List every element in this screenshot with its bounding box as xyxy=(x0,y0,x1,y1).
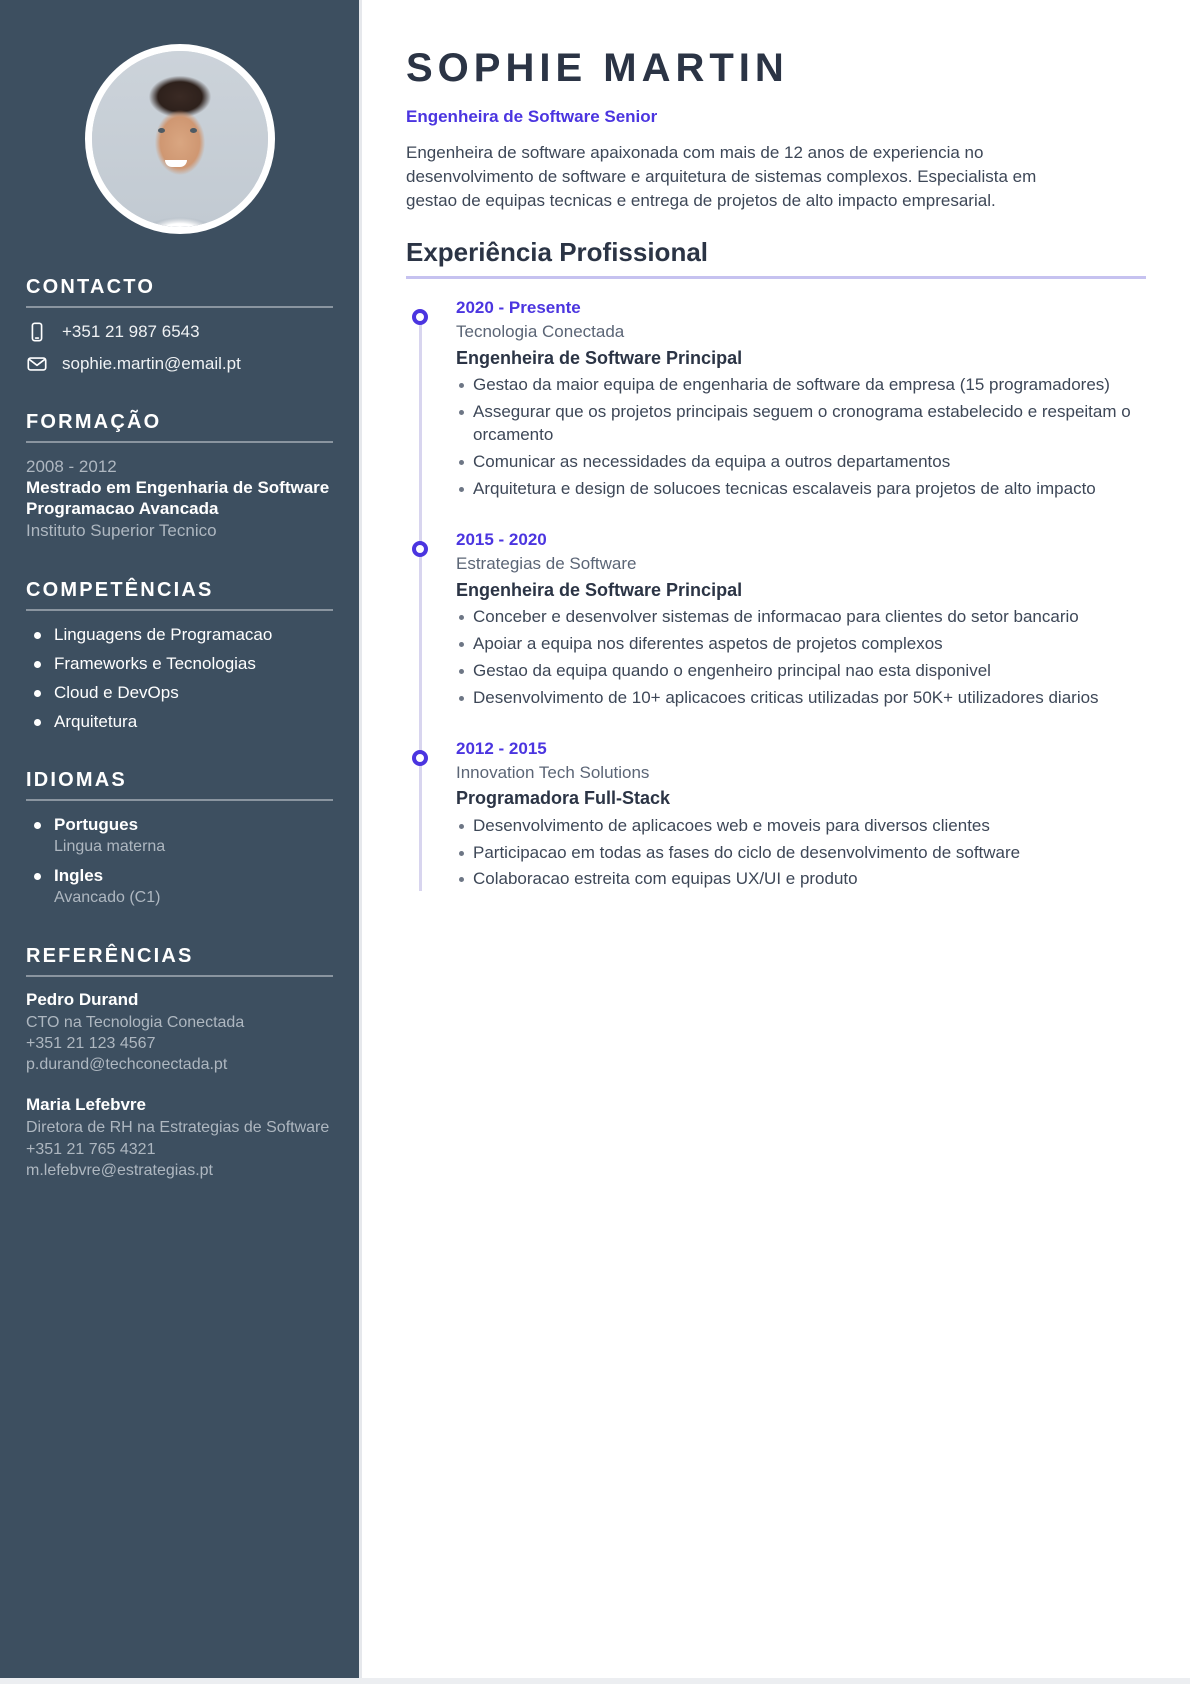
list-item: Assegurar que os projetos principais seguem o cronograma estabelecido e respeitam o orcamento xyxy=(456,401,1146,447)
page-title: SOPHIE MARTIN xyxy=(406,46,789,90)
experience-bullets xyxy=(456,606,1146,710)
list-item: Gestao da maior equipa de engenharia de software da empresa (15 programadores) xyxy=(456,374,1146,397)
list-item: Colaboracao estreita com equipas UX/UI e produto xyxy=(456,868,1146,891)
education-section xyxy=(26,411,333,543)
reference-item xyxy=(26,990,333,1076)
list-item: Desenvolvimento de 10+ aplicacoes criticas utilizadas por 50K+ utilizadores diarios xyxy=(456,687,1146,710)
contact-email-row[interactable] xyxy=(26,353,333,375)
timeline-dot-icon xyxy=(412,750,428,766)
education-school: Instituto Superior Tecnico xyxy=(26,520,217,540)
experience-date: 2020 - Presente xyxy=(456,298,581,318)
skills-section xyxy=(26,579,333,733)
list-item: Conceber e desenvolver sistemas de informacao para clientes do setor bancario xyxy=(456,606,1146,629)
experience-role: Engenheira de Software Principal xyxy=(456,579,743,600)
experience-company: Estrategias de Software xyxy=(456,553,637,573)
experience-bullets xyxy=(456,815,1146,892)
avatar-mouth xyxy=(165,160,187,167)
education-degree: Mestrado em Engenharia de Software Programacao Avancada xyxy=(26,478,330,518)
experience-role: Engenheira de Software Principal xyxy=(456,348,743,369)
reference-item xyxy=(26,1095,333,1181)
experience-date: 2012 - 2015 xyxy=(456,738,547,758)
list-item: Desenvolvimento de aplicacoes web e moveis para diversos clientes xyxy=(456,815,1146,838)
experience-section-title: Experiência Profissional xyxy=(406,237,1146,279)
envelope-icon xyxy=(26,353,48,375)
avatar-eye-right xyxy=(190,128,197,133)
experience-company: Tecnologia Conectada xyxy=(456,322,625,342)
list-item: Arquitetura xyxy=(26,711,333,733)
languages-section xyxy=(26,769,333,909)
timeline-dot-icon xyxy=(412,541,428,557)
list-item: Apoiar a equipa nos diferentes aspetos de projetos complexos xyxy=(456,633,1146,656)
list-item: Frameworks e Tecnologias xyxy=(26,653,333,675)
reference-email: p.durand@techconectada.pt xyxy=(26,1056,228,1074)
experience-timeline xyxy=(406,297,1146,891)
experience-bullets xyxy=(456,374,1146,501)
experience-entry xyxy=(456,297,1146,501)
reference-role: CTO na Tecnologia Conectada xyxy=(26,1013,245,1031)
contact-section xyxy=(26,276,333,375)
experience-role: Programadora Full-Stack xyxy=(456,788,671,809)
contact-phone-value: +351 21 987 6543 xyxy=(62,322,200,341)
contact-email-value: sophie.martin@email.pt xyxy=(62,354,241,373)
languages-section-title: IDIOMAS xyxy=(26,769,333,801)
language-name: Ingles xyxy=(54,865,104,885)
professional-headline: Engenheira de Software Senior xyxy=(406,107,658,126)
list-item: Linguagens de Programacao xyxy=(26,624,333,646)
skills-list xyxy=(26,624,333,733)
references-section xyxy=(26,945,333,1182)
contact-section-title: CONTACTO xyxy=(26,276,333,308)
profile-summary: Engenheira de software apaixonada com mais de 12 anos de experiencia no desenvolvimento de software e arquitetura de sistemas complexos. Especialista em gestao de equipas tecnicas e entrega de projetos de alto impacto empresarial. xyxy=(406,143,1037,211)
education-item xyxy=(26,456,333,543)
reference-name: Maria Lefebvre xyxy=(26,1095,146,1115)
skills-section-title: COMPETÊNCIAS xyxy=(26,579,333,611)
references-section-title: REFERÊNCIAS xyxy=(26,945,333,977)
avatar xyxy=(85,44,275,234)
list-item: Participacao em todas as fases do ciclo de desenvolvimento de software xyxy=(456,842,1146,865)
experience-company: Innovation Tech Solutions xyxy=(456,762,650,782)
timeline-line xyxy=(419,311,422,891)
language-level: Lingua materna xyxy=(54,837,166,855)
list-item: Cloud e DevOps xyxy=(26,682,333,704)
reference-role: Diretora de RH na Estrategias de Software xyxy=(26,1119,330,1137)
timeline-dot-icon xyxy=(412,309,428,325)
list-item xyxy=(26,865,333,909)
avatar-eye-left xyxy=(158,128,165,133)
experience-date: 2015 - 2020 xyxy=(456,529,547,549)
reference-phone: +351 21 765 4321 xyxy=(26,1140,156,1158)
contact-phone-row[interactable] xyxy=(26,321,333,343)
reference-email: m.lefebvre@estrategias.pt xyxy=(26,1161,213,1179)
avatar-photo xyxy=(92,51,268,227)
page-bottom-strip xyxy=(0,1678,1190,1684)
language-level: Avancado (C1) xyxy=(54,888,161,906)
education-date: 2008 - 2012 xyxy=(26,457,117,476)
experience-entry xyxy=(456,738,1146,892)
language-name: Portugues xyxy=(54,814,139,834)
education-section-title: FORMAÇÃO xyxy=(26,411,333,443)
phone-icon xyxy=(26,321,48,343)
reference-phone: +351 21 123 4567 xyxy=(26,1034,156,1052)
languages-list xyxy=(26,814,333,909)
sidebar xyxy=(0,0,362,1684)
main-content xyxy=(362,0,1190,1684)
experience-entry xyxy=(456,529,1146,710)
list-item: Gestao da equipa quando o engenheiro principal nao esta disponivel xyxy=(456,660,1146,683)
list-item: Comunicar as necessidades da equipa a outros departamentos xyxy=(456,451,1146,474)
list-item: Arquitetura e design de solucoes tecnicas escalaveis para projetos de alto impacto xyxy=(456,478,1146,501)
reference-name: Pedro Durand xyxy=(26,989,139,1009)
list-item xyxy=(26,814,333,858)
